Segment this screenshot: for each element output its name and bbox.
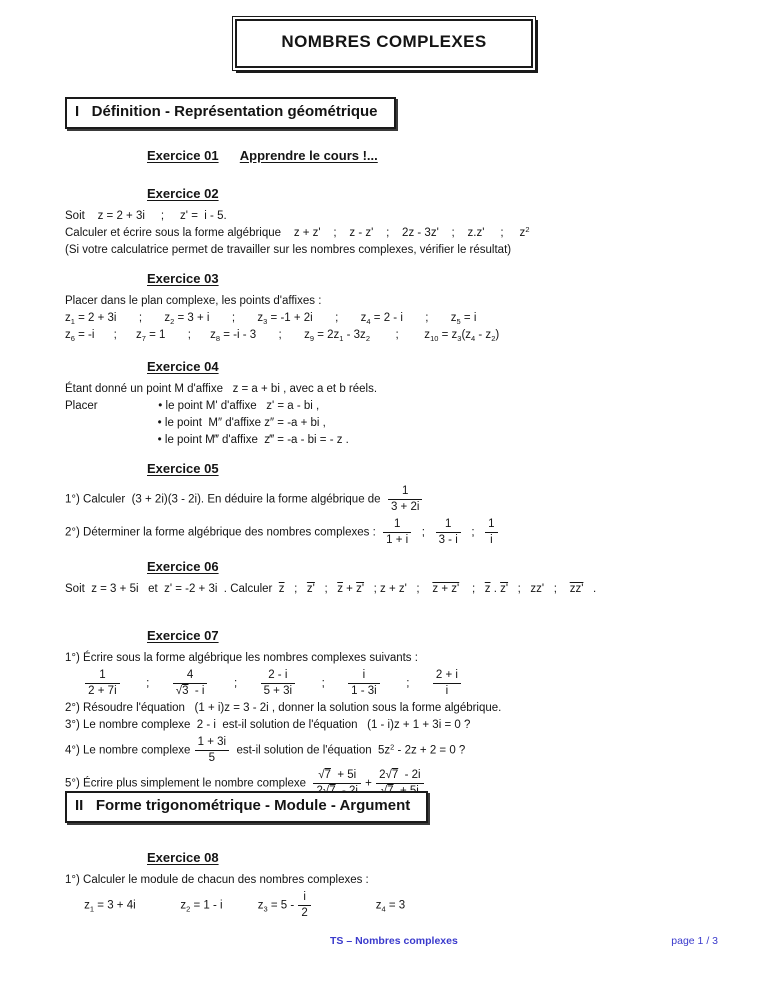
text-line: Soit z = 2 + 3i ; z' = i - 5. [65, 210, 227, 222]
page-title: NOMBRES COMPLEXES [281, 32, 487, 51]
text-line: 1°) Calculer (3 + 2i)(3 - 2i). En déduire la forme algébrique de $\frac{1}{3 + 2i}$ [65, 483, 718, 516]
exercise-01 [65, 147, 718, 170]
exercise-07 [65, 627, 718, 800]
page-footer [65, 933, 718, 950]
section-1-heading: I Définition - Représentation géométrique [75, 103, 378, 120]
text-line: $z_1 = 2 + 3i$ ; $z_2 = 3 + i$ ; $z_3 = -1 + 2i$ ; $z_4 = 2 - i$ ; $z_5 = i$ [65, 312, 477, 326]
exercise-02-heading: Exercice 02 [147, 186, 219, 201]
section-1-box [65, 97, 396, 129]
text-line: Placer • le point M' d'affixe z' = a - bi , [65, 400, 320, 412]
text-line: 5°) Écrire plus simplement le nombre complexe √7 + 5i + 2√7 - 2i [65, 767, 718, 800]
section-1 [65, 97, 718, 129]
exercise-04-heading: Exercice 04 [147, 359, 219, 374]
text-line: 2°) Déterminer la forme algébrique des nombres complexes : $\frac{1}{1 + i}$ ; $\frac{1}{3 - i}$ ; $\frac{1}{i}$ [65, 516, 718, 549]
exercise-03-heading: Exercice 03 [147, 271, 219, 286]
exercise-02 [65, 185, 718, 259]
title-box-inner [235, 19, 532, 68]
text-line: Étant donné un point M d'affixe z = a + bi , avec a et b réels. [65, 383, 378, 395]
exercise-04 [65, 358, 718, 449]
text-line: $z_1 = 3 + 4i$ $z_2 = 1 - i$ $z_3 = 5$ - $\frac{i}{2}$ $z_4 = 3$ [65, 891, 406, 919]
section-2-box [65, 791, 428, 823]
text-line: 1°) Calculer le module de chacun des nombres complexes : [65, 874, 369, 886]
text-line: Placer dans le plan complexe, les points d'affixes : [65, 295, 322, 307]
section-2 [65, 791, 718, 823]
footer-page-number: page 1 / 3 [671, 935, 718, 947]
exercise-06 [65, 558, 718, 598]
text-line: 3°) Le nombre complexe 2 - i est-il solution de l'équation (1 - i)z + 1 + 3i = 0 ? [65, 719, 471, 731]
exercise-03 [65, 270, 718, 344]
text-line: Soit z = 3 + 5i et z' = -2 + 3i . Calculer $\overline{z}$ ; z' ; $\overline{z} + z'$ ; z + z' ; z + z' ; $\overline{z}$ . z' ; zz' ; zz' . [65, 583, 597, 595]
exercise-07-heading: Exercice 07 [147, 628, 219, 643]
title-row [0, 16, 768, 71]
text-line: 1°) Écrire sous la forme algébrique les nombres complexes suivants : [65, 652, 418, 664]
text-line: • le point M″ d'affixe z″ = -a + bi , [65, 417, 326, 429]
section-2-heading: II Forme trigonométrique - Module - Argument [75, 797, 411, 814]
text-line: 4°) Le nombre complexe $\frac{1 + 3i}{5}$ est-il solution de l'équation $5z^2 - 2z + 2 = 0$ ? [65, 736, 466, 764]
text-line: Calculer et écrire sous la forme algébrique z + z' ; z - z' ; 2z - 3z' ; z.z' ; $z^2$ [65, 225, 530, 239]
title-box [232, 16, 535, 71]
footer-document-label: TS – Nombres complexes [330, 935, 458, 947]
exercise-05 [65, 460, 718, 549]
exercise-01-heading: Exercice 01 Apprendre le cours !... [147, 148, 378, 163]
exercise-08 [65, 849, 718, 922]
text-line: (Si votre calculatrice permet de travailler sur les nombres complexes, vérifier le résultat) [65, 244, 512, 256]
text-line: $\frac{1}{2 + 7i}$ ; $\frac{4}{√3 - i}$ ; $\frac{2 - i}{5 + 3i}$ ; $\frac{i}{1 - 3i}$ ; $\frac{2 + i}{i}$ [65, 667, 718, 700]
text-line: $z_6 = -i$ ; $z_7 = 1$ ; $z_8 = -i - 3$ ; $z_9 = 2z_1 - 3z_2$ ; $z_{10} = z_3(z_4 - z_2)$ [65, 329, 500, 343]
text-line: • le point M‴ d'affixe z‴ = -a - bi = - z . [65, 434, 349, 446]
exercise-08-heading: Exercice 08 [147, 850, 219, 865]
text-line: 2°) Résoudre l'équation (1 + i)z = 3 - 2i , donner la solution sous la forme algébrique. [65, 702, 502, 714]
exercise-06-heading: Exercice 06 [147, 559, 219, 574]
exercise-05-heading: Exercice 05 [147, 461, 219, 476]
